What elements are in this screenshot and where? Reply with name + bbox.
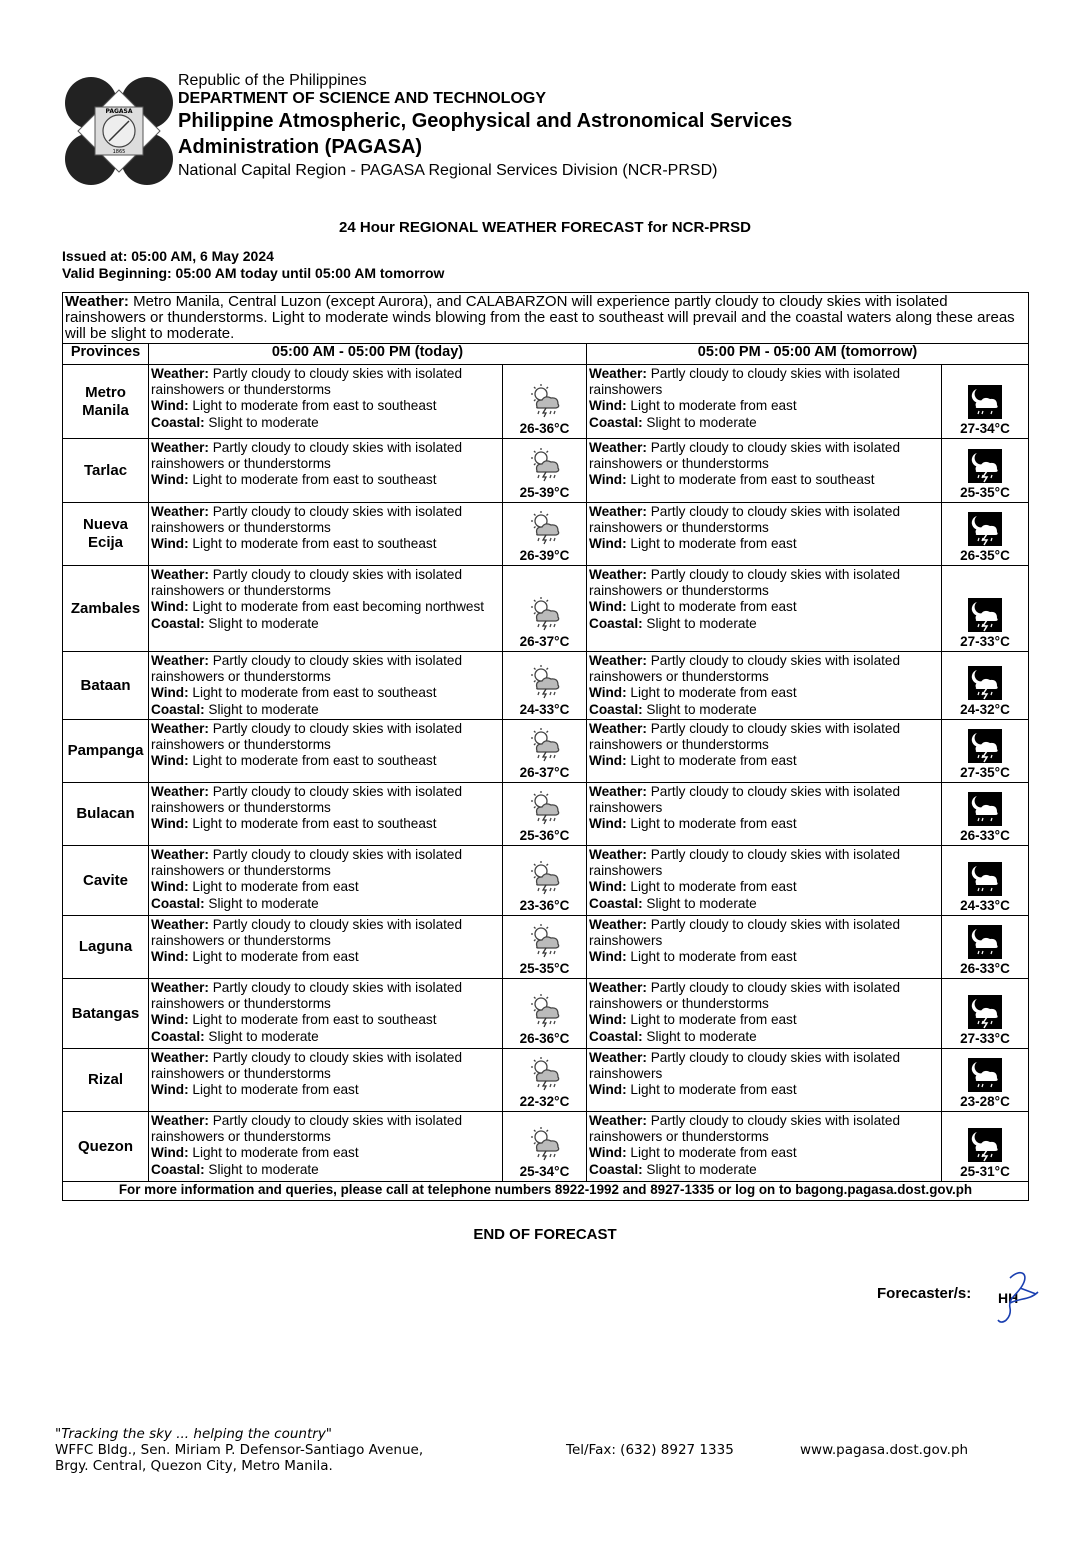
coastal-text: Slight to moderate [642,615,757,631]
wind-label: Wind: [151,536,189,552]
wind-text: Light to moderate from east [626,879,797,895]
night-thunderstorm-icon [968,512,1002,546]
wind-label: Wind: [589,536,627,552]
table-row [63,720,1029,783]
day-icon-cell [503,783,587,846]
coastal-text: Slight to moderate [642,1161,757,1177]
partly-cloudy-thunderstorm-icon [527,923,563,959]
footer-telfax: Tel/Fax: (632) 8927 1335 [566,1442,734,1458]
night-temp: 27-34°C [960,421,1010,436]
forecaster-label: Forecaster/s: [877,1285,972,1302]
issued-at: Issued at: 05:00 AM, 6 May 2024 [62,248,274,264]
end-of-forecast: END OF FORECAST [473,1226,617,1243]
wind-text: Light to moderate from east [626,1145,797,1161]
weather-text: Partly cloudy to cloudy skies with isolated rainshowers or thunderstorms [589,653,901,685]
wind-label: Wind: [151,1145,189,1161]
wind-label: Wind: [151,949,189,965]
coastal-text: Slight to moderate [642,701,757,717]
night-icon-cell [942,1112,1029,1182]
province-name: Batangas [63,979,149,1049]
weather-text: Partly cloudy to cloudy skies with isolated rainshowers or thunderstorms [151,784,463,816]
footer-website[interactable]: www.pagasa.dost.gov.ph [800,1442,969,1458]
wind-text: Light to moderate from east [626,1012,797,1028]
day-temp: 22-32°C [519,1094,570,1109]
partly-cloudy-thunderstorm-icon [527,727,563,763]
day-forecast [149,365,503,439]
night-temp: 27-33°C [960,634,1010,649]
partly-cloudy-thunderstorm-icon [527,993,563,1029]
day-icon-cell [503,652,587,720]
night-thunderstorm-icon [968,995,1002,1029]
province-name: Tarlac [63,439,149,503]
night-temp: 25-35°C [960,485,1010,500]
province-name: Metro Manila [63,365,149,439]
partly-cloudy-thunderstorm-icon [527,447,563,483]
night-forecast [587,979,942,1049]
wind-text: Light to moderate from east [626,599,797,615]
night-icon-cell [942,439,1029,503]
night-thunderstorm-icon [968,598,1002,632]
wind-text: Light to moderate from east [626,685,797,701]
signature-mark [990,1268,1040,1328]
wind-label: Wind: [589,685,627,701]
issue-info [62,248,444,282]
day-forecast [149,1112,503,1182]
weather-text: Partly cloudy to cloudy skies with isolated rainshowers [589,366,901,398]
night-forecast [587,1049,942,1112]
night-forecast [587,720,942,783]
wind-text: Light to moderate from east to southeast [188,472,437,488]
day-temp: 26-37°C [519,765,570,780]
night-temp: 27-35°C [960,765,1010,780]
col-night: 05:00 PM - 05:00 AM (tomorrow) [587,344,1029,365]
wind-label: Wind: [589,398,627,414]
weather-label: Weather: [151,440,209,455]
weather-label: Weather: [151,366,209,381]
day-temp: 24-33°C [519,702,570,717]
footer-tagline: "Tracking the sky ... helping the country" [55,1426,333,1442]
wind-label: Wind: [151,599,189,615]
day-temp: 25-34°C [519,1164,570,1179]
footer-address [55,1426,423,1474]
col-provinces: Provinces [63,344,149,365]
wind-text: Light to moderate from east to southeast [188,536,437,552]
coastal-label: Coastal: [589,1028,643,1044]
header-agency-line1: Philippine Atmospheric, Geophysical and Astronomical Services [178,110,793,132]
coastal-label: Coastal: [589,615,643,631]
night-icon-cell [942,1049,1029,1112]
partly-cloudy-thunderstorm-icon [527,1126,563,1162]
day-temp: 26-36°C [519,1031,570,1046]
day-forecast [149,783,503,846]
night-temp: 24-33°C [960,898,1010,913]
night-temp: 24-32°C [960,702,1010,717]
weather-label: Weather: [151,721,209,736]
footer-address-line2: Brgy. Central, Quezon City, Metro Manila. [55,1458,333,1474]
coastal-label: Coastal: [589,701,643,717]
weather-text: Partly cloudy to cloudy skies with isolated rainshowers or thunderstorms [151,721,463,753]
night-temp: 26-35°C [960,548,1010,563]
night-temp: 26-33°C [960,961,1010,976]
coastal-label: Coastal: [589,1161,643,1177]
weather-text: Partly cloudy to cloudy skies with isolated rainshowers or thunderstorms [589,504,901,536]
night-forecast [587,1112,942,1182]
night-temp: 27-33°C [960,1031,1010,1046]
day-forecast [149,979,503,1049]
day-forecast [149,566,503,652]
coastal-label: Coastal: [589,414,643,430]
forecaster-initials: HH [998,1290,1019,1306]
weather-label: Weather: [589,504,647,519]
forecast-title: 24 Hour REGIONAL WEATHER FORECAST for NCR-PRSD [339,219,751,236]
wind-text: Light to moderate from east [626,398,797,414]
day-icon-cell [503,846,587,916]
night-icon-cell [942,916,1029,979]
table-footer-row [63,1182,1029,1201]
weather-text: Partly cloudy to cloudy skies with isolated rainshowers or thunderstorms [151,366,463,398]
weather-text: Partly cloudy to cloudy skies with isolated rainshowers or thunderstorms [151,504,463,536]
day-icon-cell [503,439,587,503]
wind-text: Light to moderate from east to southeast [188,816,437,832]
weather-label: Weather: [589,440,647,455]
weather-label: Weather: [589,567,647,582]
regional-summary [63,293,1029,344]
header-division: National Capital Region - PAGASA Regional Services Division (NCR-PRSD) [178,162,718,179]
day-temp: 25-35°C [519,961,570,976]
partly-cloudy-thunderstorm-icon [527,510,563,546]
coastal-text: Slight to moderate [204,1028,319,1044]
night-temp: 25-31°C [960,1164,1010,1179]
page-header [64,72,1024,192]
day-forecast [149,846,503,916]
weather-text: Partly cloudy to cloudy skies with isolated rainshowers or thunderstorms [151,653,463,685]
wind-label: Wind: [589,949,627,965]
table-header-row [63,344,1029,365]
night-thunderstorm-icon [968,666,1002,700]
wind-label: Wind: [589,753,627,769]
day-forecast [149,1049,503,1112]
wind-label: Wind: [151,398,189,414]
coastal-text: Slight to moderate [204,895,319,911]
wind-label: Wind: [589,879,627,895]
coastal-text: Slight to moderate [204,1161,319,1177]
night-icon-cell [942,979,1029,1049]
wind-text: Light to moderate from east to southeast [188,1012,437,1028]
weather-text: Partly cloudy to cloudy skies with isolated rainshowers or thunderstorms [151,567,463,599]
coastal-label: Coastal: [589,895,643,911]
wind-text: Light to moderate from east [626,753,797,769]
wind-label: Wind: [589,1012,627,1028]
night-forecast [587,783,942,846]
coastal-label: Coastal: [151,895,205,911]
weather-text: Partly cloudy to cloudy skies with isolated rainshowers or thunderstorms [589,721,901,753]
day-temp: 26-39°C [519,548,570,563]
weather-label: Weather: [589,784,647,799]
day-icon-cell [503,365,587,439]
wind-label: Wind: [151,879,189,895]
coastal-text: Slight to moderate [642,1028,757,1044]
night-icon-cell [942,720,1029,783]
weather-text: Partly cloudy to cloudy skies with isolated rainshowers or thunderstorms [589,1113,901,1145]
wind-text: Light to moderate from east [626,536,797,552]
wind-label: Wind: [589,1082,627,1098]
header-republic: Republic of the Philippines [178,72,367,89]
table-row [63,916,1029,979]
night-icon-cell [942,652,1029,720]
night-icon-cell [942,783,1029,846]
weather-label: Weather: [151,980,209,995]
day-temp: 26-36°C [519,421,570,436]
night-forecast [587,652,942,720]
wind-label: Wind: [589,599,627,615]
weather-label: Weather: [589,1113,647,1128]
night-temp: 23-28°C [960,1094,1010,1109]
weather-label: Weather: [151,917,209,932]
weather-label: Weather: [151,1050,209,1065]
pagasa-logo [64,76,174,186]
day-temp: 25-36°C [519,828,570,843]
night-icon-cell [942,566,1029,652]
table-row [63,846,1029,916]
weather-text: Partly cloudy to cloudy skies with isolated rainshowers or thunderstorms [589,980,901,1012]
table-row [63,365,1029,439]
col-day: 05:00 AM - 05:00 PM (today) [149,344,587,365]
day-temp: 25-39°C [519,485,570,500]
coastal-label: Coastal: [151,414,205,430]
wind-label: Wind: [151,472,189,488]
wind-label: Wind: [151,685,189,701]
logo-text-bottom: 1865 [112,149,126,155]
weather-text: Partly cloudy to cloudy skies with isolated rainshowers [589,847,901,879]
weather-text: Partly cloudy to cloudy skies with isolated rainshowers or thunderstorms [589,440,901,472]
weather-text: Partly cloudy to cloudy skies with isolated rainshowers or thunderstorms [151,1050,463,1082]
weather-text: Partly cloudy to cloudy skies with isolated rainshowers [589,1050,901,1082]
coastal-text: Slight to moderate [204,414,319,430]
weather-label: Weather: [151,1113,209,1128]
night-thunderstorm-icon [968,1128,1002,1162]
weather-text: Partly cloudy to cloudy skies with isolated rainshowers or thunderstorms [151,440,463,472]
province-name: Pampanga [63,720,149,783]
wind-text: Light to moderate from east becoming northwest [188,599,485,615]
forecast-table [62,292,1029,1201]
wind-text: Light to moderate from east [188,949,359,965]
day-icon-cell [503,566,587,652]
wind-label: Wind: [151,1082,189,1098]
wind-text: Light to moderate from east to southeast [626,472,875,488]
partly-cloudy-thunderstorm-icon [527,596,563,632]
coastal-label: Coastal: [151,1028,205,1044]
coastal-label: Coastal: [151,701,205,717]
coastal-label: Coastal: [151,1161,205,1177]
weather-text: Partly cloudy to cloudy skies with isolated rainshowers [589,917,901,949]
wind-label: Wind: [151,816,189,832]
night-rainshower-icon [968,925,1002,959]
night-icon-cell [942,846,1029,916]
weather-text: Partly cloudy to cloudy skies with isolated rainshowers or thunderstorms [151,917,463,949]
partly-cloudy-thunderstorm-icon [527,790,563,826]
weather-label: Weather: [589,721,647,736]
night-icon-cell [942,365,1029,439]
day-icon-cell [503,720,587,783]
weather-label: Weather: [151,653,209,668]
table-row [63,979,1029,1049]
weather-label: Weather: [589,847,647,862]
weather-text: Partly cloudy to cloudy skies with isolated rainshowers [589,784,901,816]
weather-text: Partly cloudy to cloudy skies with isolated rainshowers or thunderstorms [151,847,463,879]
night-rainshower-icon [968,862,1002,896]
weather-label: Weather: [151,567,209,582]
day-forecast [149,652,503,720]
day-forecast [149,720,503,783]
weather-text: Partly cloudy to cloudy skies with isolated rainshowers or thunderstorms [151,980,463,1012]
logo-text-top: PAGASA [105,108,133,115]
partly-cloudy-thunderstorm-icon [527,664,563,700]
night-thunderstorm-icon [968,729,1002,763]
day-temp: 26-37°C [519,634,570,649]
weather-text: Partly cloudy to cloudy skies with isolated rainshowers or thunderstorms [589,567,901,599]
summary-label: Weather: [65,293,129,310]
province-name: Cavite [63,846,149,916]
province-name: Quezon [63,1112,149,1182]
night-forecast [587,503,942,566]
weather-label: Weather: [589,980,647,995]
night-forecast [587,365,942,439]
footer-address-line1: WFFC Bldg., Sen. Miriam P. Defensor-Santiago Avenue, [55,1442,424,1458]
wind-label: Wind: [589,1145,627,1161]
table-row [63,1049,1029,1112]
coastal-text: Slight to moderate [204,615,319,631]
coastal-label: Coastal: [151,615,205,631]
partly-cloudy-thunderstorm-icon [527,1056,563,1092]
province-name: Bataan [63,652,149,720]
partly-cloudy-thunderstorm-icon [527,860,563,896]
wind-text: Light to moderate from east to southeast [188,685,437,701]
province-name: Zambales [63,566,149,652]
day-icon-cell [503,979,587,1049]
wind-text: Light to moderate from east [626,949,797,965]
weather-label: Weather: [151,784,209,799]
night-forecast [587,846,942,916]
province-name: Rizal [63,1049,149,1112]
coastal-text: Slight to moderate [204,701,319,717]
partly-cloudy-thunderstorm-icon [527,383,563,419]
night-rainshower-icon [968,385,1002,419]
coastal-text: Slight to moderate [642,895,757,911]
weather-label: Weather: [589,1050,647,1065]
night-temp: 26-33°C [960,828,1010,843]
coastal-text: Slight to moderate [642,414,757,430]
night-rainshower-icon [968,792,1002,826]
wind-text: Light to moderate from east [626,816,797,832]
weather-label: Weather: [589,917,647,932]
weather-text: Partly cloudy to cloudy skies with isolated rainshowers or thunderstorms [151,1113,463,1145]
wind-label: Wind: [589,472,627,488]
wind-text: Light to moderate from east [626,1082,797,1098]
valid-beginning: Valid Beginning: 05:00 AM today until 05:00 AM tomorrow [62,265,445,281]
day-icon-cell [503,1112,587,1182]
weather-label: Weather: [151,504,209,519]
header-agency-line2: Administration (PAGASA) [178,136,423,158]
table-row [63,566,1029,652]
day-forecast [149,916,503,979]
day-temp: 23-36°C [519,898,570,913]
province-name: Bulacan [63,783,149,846]
wind-text: Light to moderate from east to southeast [188,398,437,414]
day-forecast [149,439,503,503]
day-icon-cell [503,1049,587,1112]
contact-note: For more information and queries, please call at telephone numbers 8922-1992 and 8927-1335 or log on to bagong.pagasa.dost.gov.ph [63,1182,1029,1201]
table-row [63,1112,1029,1182]
weather-label: Weather: [589,366,647,381]
province-name: Laguna [63,916,149,979]
day-forecast [149,503,503,566]
wind-text: Light to moderate from east [188,1145,359,1161]
wind-text: Light to moderate from east [188,1082,359,1098]
night-thunderstorm-icon [968,449,1002,483]
weather-label: Weather: [151,847,209,862]
header-department: DEPARTMENT OF SCIENCE AND TECHNOLOGY [178,90,547,107]
table-row [63,439,1029,503]
weather-label: Weather: [589,653,647,668]
table-row [63,652,1029,720]
wind-text: Light to moderate from east [188,879,359,895]
night-forecast [587,439,942,503]
wind-label: Wind: [589,816,627,832]
summary-text: Metro Manila, Central Luzon (except Aurora), and CALABARZON will experience partly cloudy to cloudy skies with isolated rainshowers or thunderstorms. Light to moderate winds blowing from the east to southeast will prevail and the coastal waters along these areas will be slight to moderate. [65,293,1015,342]
night-icon-cell [942,503,1029,566]
table-row [63,503,1029,566]
day-icon-cell [503,503,587,566]
province-name: Nueva Ecija [63,503,149,566]
day-icon-cell [503,916,587,979]
night-forecast [587,916,942,979]
night-rainshower-icon [968,1058,1002,1092]
table-row [63,783,1029,846]
night-forecast [587,566,942,652]
wind-label: Wind: [151,1012,189,1028]
wind-label: Wind: [151,753,189,769]
wind-text: Light to moderate from east to southeast [188,753,437,769]
